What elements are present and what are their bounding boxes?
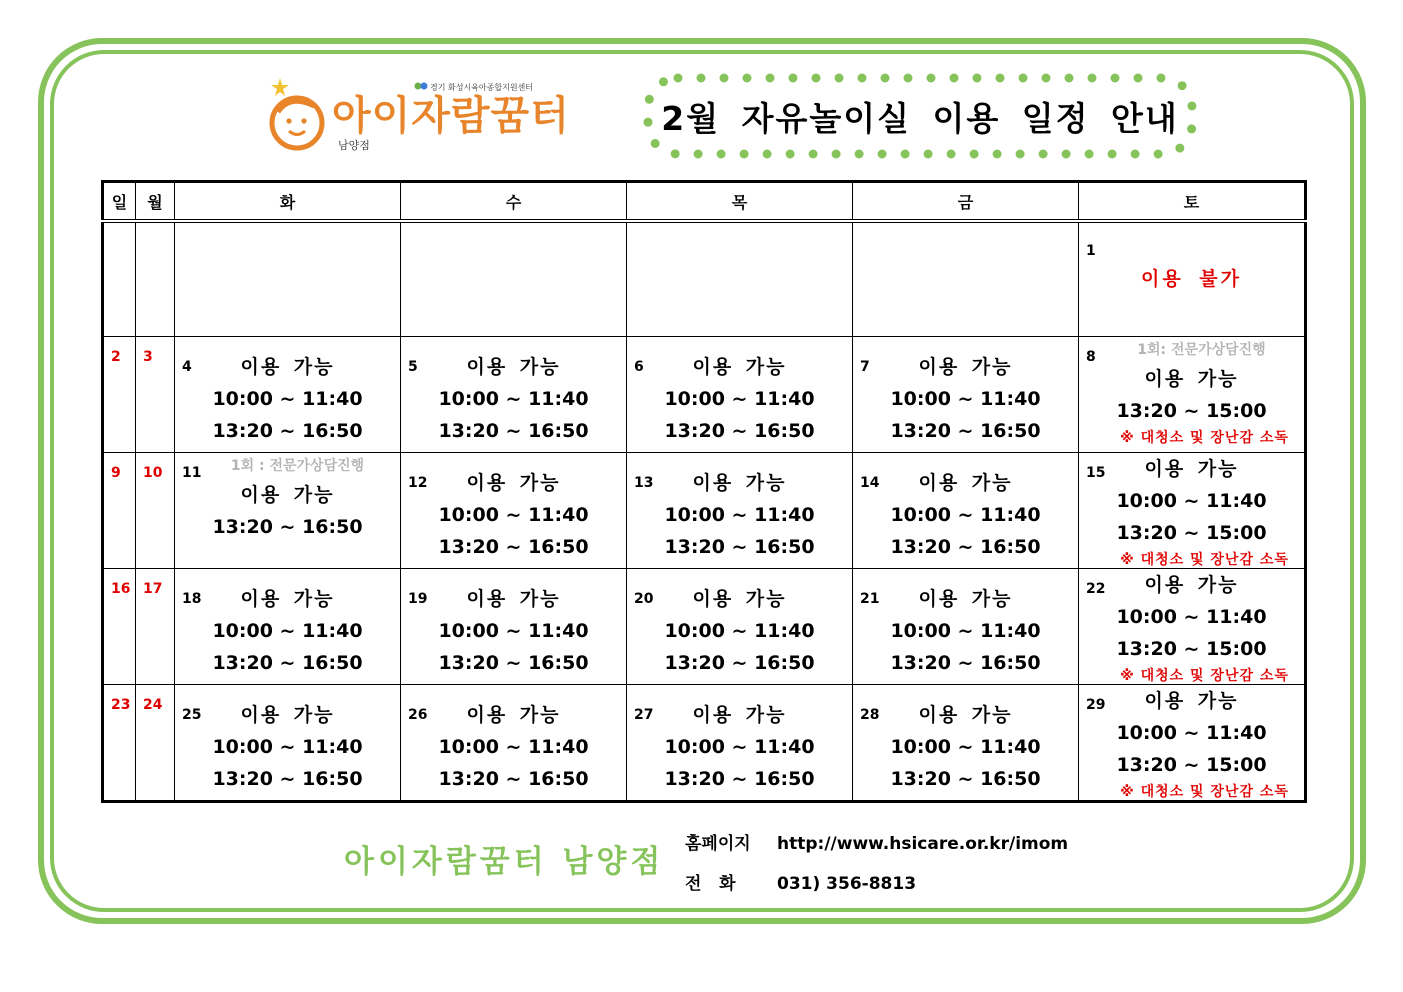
time-slot: 10:00 ~ 11:40	[890, 736, 1041, 758]
availability-status: 이용 가능	[466, 356, 561, 378]
day-cell-mon	[136, 221, 175, 337]
day-cell	[175, 221, 401, 337]
time-slot: 10:00 ~ 11:40	[212, 388, 363, 410]
day-cell-mon	[136, 685, 175, 802]
time-slot: 10:00 ~ 11:40	[438, 736, 589, 758]
day-number: 20	[634, 591, 654, 607]
day-number: 17	[143, 581, 163, 597]
day-cell	[401, 453, 627, 569]
time-slot: 13:20 ~ 15:00	[1116, 400, 1267, 422]
week-row	[103, 569, 1306, 685]
week-row	[103, 453, 1306, 569]
time-slot: 10:00 ~ 11:40	[438, 388, 589, 410]
day-number: 29	[1086, 697, 1106, 713]
time-slot: 10:00 ~ 11:40	[890, 620, 1041, 642]
time-slot: 13:20 ~ 16:50	[664, 768, 815, 790]
day-number: 27	[634, 707, 654, 723]
availability-status: 이용 가능	[918, 704, 1013, 726]
counseling-note: 1회 : 전문가상담진행	[230, 458, 365, 474]
day-cell	[1079, 221, 1306, 337]
time-slot: 10:00 ~ 11:40	[664, 620, 815, 642]
day-number: 4	[182, 359, 192, 375]
day-cell	[1079, 337, 1306, 453]
availability-status: 이용 가능	[240, 356, 335, 378]
time-slot: 13:20 ~ 16:50	[438, 768, 589, 790]
day-schedule	[401, 699, 626, 795]
header-sat: 토	[1079, 182, 1306, 222]
day-schedule	[627, 699, 852, 795]
cleaning-notice: ※ 대청소 및 장난감 소독	[1120, 668, 1289, 684]
day-number: 14	[860, 475, 880, 491]
footer-contact	[685, 824, 1068, 904]
header-mon: 월	[136, 182, 175, 222]
day-number: 2	[111, 349, 121, 365]
day-schedule	[1079, 453, 1304, 571]
day-number: 23	[111, 697, 131, 713]
time-slot: 13:20 ~ 16:50	[890, 768, 1041, 790]
title-box	[642, 73, 1198, 159]
homepage-url[interactable]: http://www.hsicare.or.kr/imom	[777, 834, 1069, 854]
day-number: 19	[408, 591, 428, 607]
day-schedule	[1079, 685, 1304, 803]
availability-status: 이용 가능	[692, 356, 787, 378]
time-slot: 13:20 ~ 16:50	[890, 420, 1041, 442]
time-slot: 13:20 ~ 16:50	[438, 420, 589, 442]
availability-status: 이용 가능	[466, 588, 561, 610]
day-schedule	[175, 583, 400, 679]
availability-status: 이용 가능	[692, 472, 787, 494]
footer-center-name: 아이자람꿈터 남양점	[344, 844, 665, 880]
time-slot: 10:00 ~ 11:40	[212, 736, 363, 758]
day-number: 8	[1086, 349, 1096, 365]
day-number: 5	[408, 359, 418, 375]
counseling-note: 1회: 전문가상담진행	[1137, 342, 1266, 358]
day-number: 12	[408, 475, 428, 491]
availability-status: 이용 가능	[1144, 458, 1239, 480]
day-number: 22	[1086, 581, 1106, 597]
day-cell	[401, 337, 627, 453]
day-cell-mon	[136, 453, 175, 569]
availability-status: 이용 가능	[240, 704, 335, 726]
availability-status: 이용 가능	[466, 704, 561, 726]
day-cell	[175, 453, 401, 569]
day-cell-mon	[136, 337, 175, 453]
time-slot: 10:00 ~ 11:40	[1116, 490, 1267, 512]
day-cell	[627, 221, 853, 337]
day-schedule	[1079, 337, 1304, 449]
day-number: 13	[634, 475, 654, 491]
time-slot: 13:20 ~ 16:50	[664, 420, 815, 442]
day-number: 25	[182, 707, 202, 723]
day-number: 3	[143, 349, 153, 365]
agency-name: 경기 화성시육아종합지원센터	[430, 83, 534, 92]
day-cell	[853, 337, 1079, 453]
day-cell	[627, 453, 853, 569]
day-number: 11	[182, 465, 202, 481]
header-fri: 금	[853, 182, 1079, 222]
branch-name: 남양점	[338, 139, 370, 152]
weekday-header-row	[103, 182, 1306, 222]
phone-label: 전 화	[685, 874, 736, 894]
day-number: 9	[111, 465, 121, 481]
day-cell	[175, 569, 401, 685]
time-slot: 13:20 ~ 16:50	[212, 516, 363, 538]
day-schedule	[401, 351, 626, 447]
availability-status: 이용 가능	[1144, 690, 1239, 712]
cleaning-notice: ※ 대청소 및 장난감 소독	[1120, 784, 1289, 800]
day-cell-sun	[103, 685, 136, 802]
day-cell	[853, 569, 1079, 685]
time-slot: 13:20 ~ 16:50	[664, 536, 815, 558]
time-slot: 10:00 ~ 11:40	[890, 388, 1041, 410]
availability-status: 이용 가능	[692, 588, 787, 610]
day-number: 10	[143, 465, 163, 481]
day-schedule	[401, 467, 626, 563]
availability-status: 이용 가능	[692, 704, 787, 726]
header-thu: 목	[627, 182, 853, 222]
day-number: 6	[634, 359, 644, 375]
day-schedule	[1079, 263, 1304, 295]
time-slot: 13:20 ~ 16:50	[890, 536, 1041, 558]
day-cell-sun	[103, 221, 136, 337]
day-cell	[627, 337, 853, 453]
child-face-icon	[268, 76, 330, 156]
time-slot: 10:00 ~ 11:40	[890, 504, 1041, 526]
availability-status: 이용 가능	[918, 588, 1013, 610]
time-slot: 13:20 ~ 15:00	[1116, 522, 1267, 544]
time-slot: 10:00 ~ 11:40	[664, 388, 815, 410]
schedule-calendar	[101, 180, 1307, 803]
time-slot: 10:00 ~ 11:40	[212, 620, 363, 642]
day-cell	[627, 569, 853, 685]
day-cell	[1079, 453, 1306, 569]
availability-status: 이용 가능	[918, 356, 1013, 378]
day-number: 18	[182, 591, 202, 607]
availability-status: 이용 가능	[240, 484, 335, 506]
day-cell	[401, 221, 627, 337]
agency-mark-icon	[414, 81, 428, 91]
day-cell	[175, 337, 401, 453]
day-schedule	[853, 351, 1078, 447]
day-cell	[1079, 569, 1306, 685]
availability-status: 이용 가능	[240, 588, 335, 610]
day-number: 7	[860, 359, 870, 375]
day-number: 15	[1086, 465, 1106, 481]
day-number: 28	[860, 707, 880, 723]
week-row	[103, 337, 1306, 453]
day-number: 21	[860, 591, 880, 607]
day-schedule	[853, 467, 1078, 563]
brand-name: 아이자람꿈터	[332, 93, 570, 139]
time-slot: 13:20 ~ 15:00	[1116, 754, 1267, 776]
cleaning-notice: ※ 대청소 및 장난감 소독	[1120, 430, 1289, 446]
header-wed: 수	[401, 182, 627, 222]
day-cell	[401, 685, 627, 802]
availability-status: 이용 가능	[918, 472, 1013, 494]
day-schedule	[627, 351, 852, 447]
time-slot: 13:20 ~ 15:00	[1116, 638, 1267, 660]
day-cell-sun	[103, 337, 136, 453]
day-number: 16	[111, 581, 131, 597]
day-number: 26	[408, 707, 428, 723]
day-number: 24	[143, 697, 163, 713]
header-tue: 화	[175, 182, 401, 222]
day-cell	[401, 569, 627, 685]
phone-number: 031) 356-8813	[777, 874, 917, 894]
week-row	[103, 685, 1306, 802]
day-cell	[1079, 685, 1306, 802]
day-schedule	[1079, 569, 1304, 687]
availability-status: 이용 가능	[1144, 574, 1239, 596]
day-schedule	[853, 583, 1078, 679]
day-cell-mon	[136, 569, 175, 685]
day-schedule	[175, 351, 400, 447]
header-sun: 일	[103, 182, 136, 222]
day-schedule	[627, 583, 852, 679]
availability-status: 이용 가능	[466, 472, 561, 494]
day-cell	[627, 685, 853, 802]
time-slot: 10:00 ~ 11:40	[664, 736, 815, 758]
day-cell-sun	[103, 453, 136, 569]
day-cell	[853, 221, 1079, 337]
cleaning-notice: ※ 대청소 및 장난감 소독	[1120, 552, 1289, 568]
time-slot: 13:20 ~ 16:50	[438, 536, 589, 558]
day-cell	[175, 685, 401, 802]
week-row	[103, 221, 1306, 337]
time-slot: 13:20 ~ 16:50	[212, 420, 363, 442]
day-number: 1	[1086, 243, 1096, 259]
time-slot: 13:20 ~ 16:50	[212, 768, 363, 790]
logo	[268, 76, 568, 156]
time-slot: 13:20 ~ 16:50	[212, 652, 363, 674]
day-schedule	[175, 453, 400, 543]
day-schedule	[853, 699, 1078, 795]
day-cell	[853, 685, 1079, 802]
time-slot: 13:20 ~ 16:50	[890, 652, 1041, 674]
availability-status: 이용 가능	[1144, 368, 1239, 390]
time-slot: 10:00 ~ 11:40	[438, 504, 589, 526]
time-slot: 13:20 ~ 16:50	[438, 652, 589, 674]
day-schedule	[175, 699, 400, 795]
availability-status: 이용 불가	[1140, 268, 1243, 290]
homepage-label: 홈페이지	[685, 834, 751, 854]
day-cell-sun	[103, 569, 136, 685]
time-slot: 10:00 ~ 11:40	[1116, 606, 1267, 628]
page-title: 2월 자유놀이실 이용 일정 안내	[661, 98, 1179, 138]
day-schedule	[401, 583, 626, 679]
time-slot: 10:00 ~ 11:40	[1116, 722, 1267, 744]
day-schedule	[627, 467, 852, 563]
time-slot: 10:00 ~ 11:40	[438, 620, 589, 642]
day-cell	[853, 453, 1079, 569]
time-slot: 13:20 ~ 16:50	[664, 652, 815, 674]
time-slot: 10:00 ~ 11:40	[664, 504, 815, 526]
